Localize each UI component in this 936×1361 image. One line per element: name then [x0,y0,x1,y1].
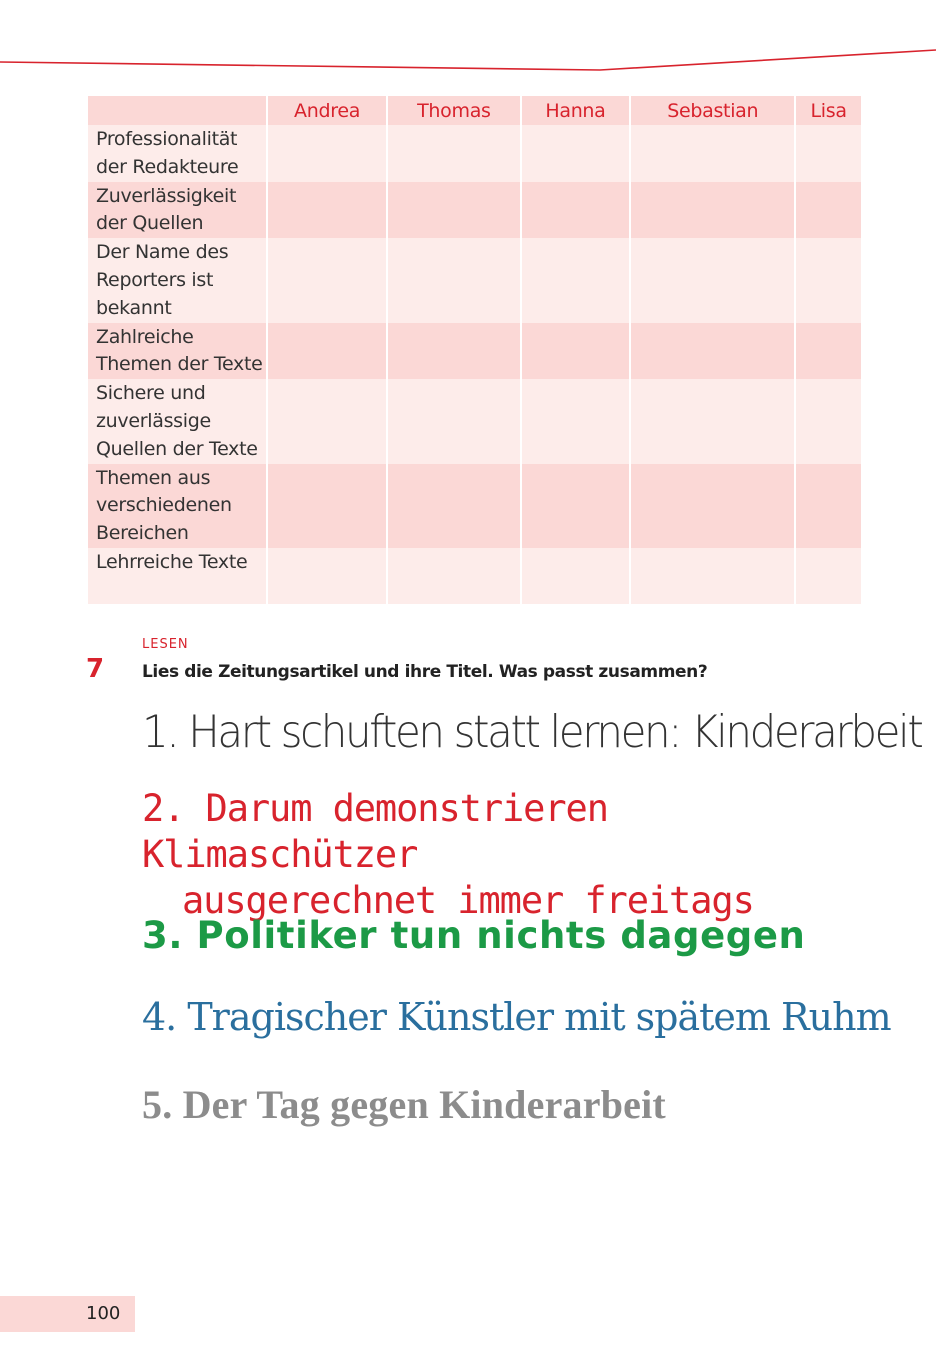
header-rule [0,40,936,80]
row-label: Lehrreiche Texte [88,548,266,604]
table-row [88,182,861,239]
headline-2-line-1: 2. Darum demonstrieren Klimaschützer [142,787,608,876]
row-label: Themen aus verschiedenen Bereichen [88,464,266,548]
table-cell[interactable] [522,548,630,604]
table-row [88,548,861,604]
table-cell[interactable] [388,238,520,322]
table-header-row [88,96,861,125]
column-header: Andrea [268,96,386,125]
task-number: 7 [86,654,105,684]
row-label: Zahlreiche Themen der Texte [88,323,266,380]
table-cell[interactable] [631,125,794,182]
table-cell[interactable] [796,548,861,604]
table-cell[interactable] [522,182,630,239]
table-row [88,125,861,182]
column-header: Hanna [522,96,630,125]
column-header: Thomas [388,96,520,125]
table-cell[interactable] [522,125,630,182]
table-cell[interactable] [388,548,520,604]
table-cell[interactable] [268,182,386,239]
table-cell[interactable] [268,323,386,380]
headline-3: 3. Politiker tun nichts dagegen [142,914,806,957]
table-cell[interactable] [796,182,861,239]
table-cell[interactable] [268,379,386,463]
table-cell[interactable] [796,464,861,548]
evaluation-table [86,96,863,604]
table-cell[interactable] [631,323,794,380]
table-cell[interactable] [268,464,386,548]
column-header: Lisa [796,96,861,125]
table-cell[interactable] [268,238,386,322]
row-label: Zuverlässigkeit der Quellen [88,182,266,239]
headline-2 [142,786,902,924]
table-row [88,238,861,322]
table-cell[interactable] [268,548,386,604]
headline-4: 4. Tragischer Künstler mit spätem Ruhm [142,995,891,1039]
table-cell[interactable] [388,323,520,380]
section-label: LESEN [142,637,189,652]
row-label: Sichere und zuverlässige Quellen der Texte [88,379,266,463]
table-cell[interactable] [522,464,630,548]
table-cell[interactable] [631,238,794,322]
table-cell[interactable] [631,464,794,548]
row-label: Professionalität der Redakteure [88,125,266,182]
table-row [88,379,861,463]
headline-5: 5. Der Tag gegen Kinderarbeit [142,1082,666,1127]
table-cell[interactable] [388,464,520,548]
table-cell[interactable] [388,125,520,182]
page-number: 100 [86,1303,121,1324]
table-cell[interactable] [631,379,794,463]
row-label: Der Name des Reporters ist bekannt [88,238,266,322]
table-row [88,323,861,380]
table-cell[interactable] [522,323,630,380]
column-header: Sebastian [631,96,794,125]
table-row [88,464,861,548]
table-cell[interactable] [388,182,520,239]
table-cell[interactable] [268,125,386,182]
table-corner-cell [88,96,266,125]
table-cell[interactable] [796,125,861,182]
table-cell[interactable] [388,379,520,463]
table-cell[interactable] [522,238,630,322]
headline-1: 1. Hart schuften statt lernen: Kinderarbeit [142,706,922,758]
table-cell[interactable] [631,548,794,604]
table-cell[interactable] [796,379,861,463]
table-cell[interactable] [796,323,861,380]
table-cell[interactable] [796,238,861,322]
task-instruction: Lies die Zeitungsartikel und ihre Titel. Was passt zusammen? [142,662,708,682]
headline-2-line-2: ausgerechnet immer freitags [182,879,754,922]
table-cell[interactable] [631,182,794,239]
table-cell[interactable] [522,379,630,463]
